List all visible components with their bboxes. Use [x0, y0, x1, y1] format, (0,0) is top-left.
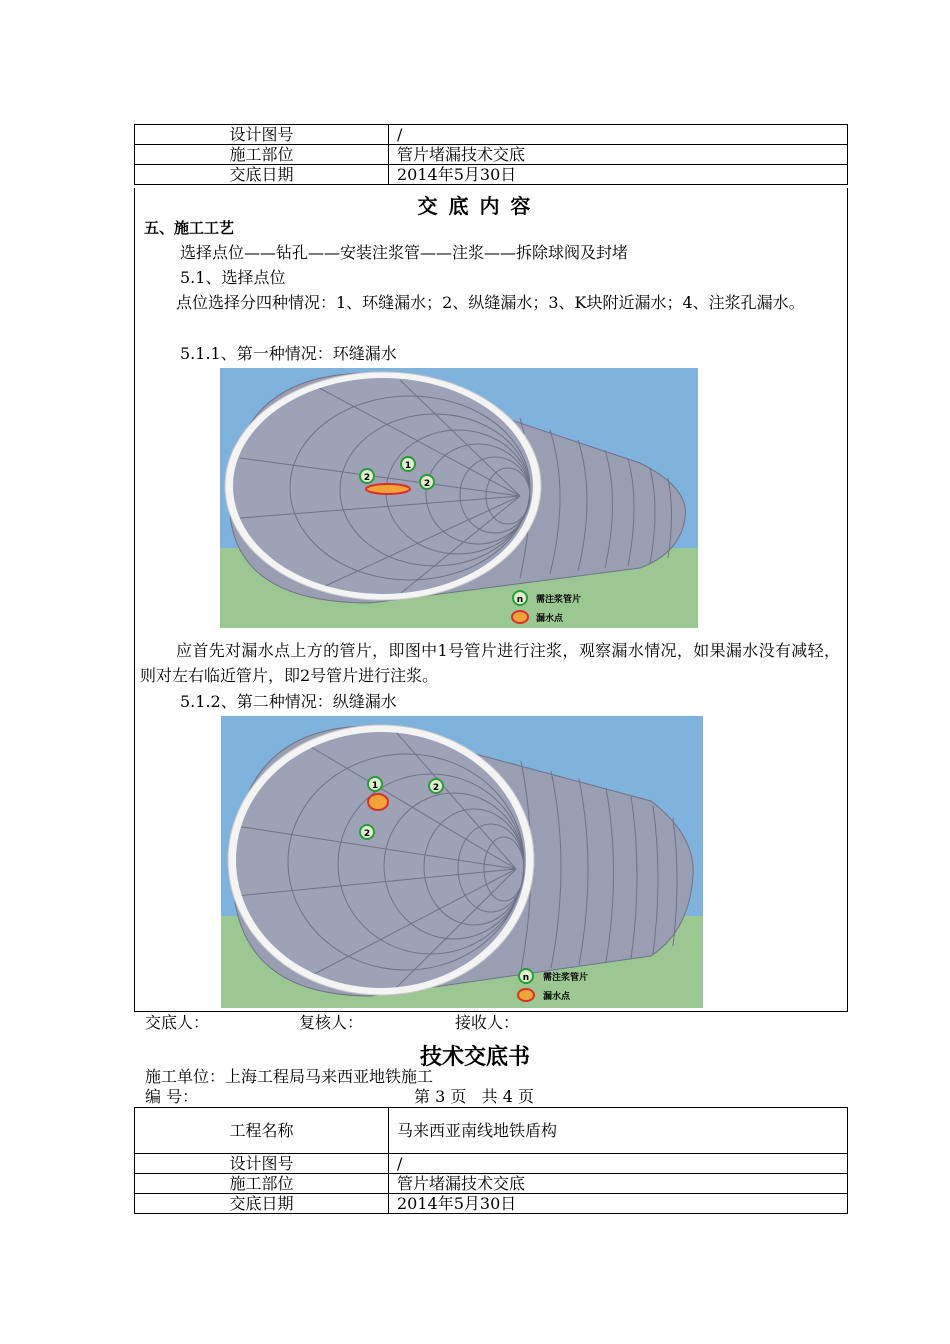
page2-title: 技术交底书: [419, 1044, 530, 1070]
value-design-no: /: [389, 1154, 848, 1174]
info-table-top: [134, 124, 848, 185]
legend-pipe-label: 需注浆管片: [543, 973, 589, 983]
label-date: 交底日期: [135, 1194, 389, 1214]
tunnel-figure-1: [220, 368, 698, 628]
leak-point: [368, 794, 388, 810]
label-design-no: 设计图号: [135, 1154, 389, 1174]
marker-2-right: [420, 475, 434, 489]
tunnel-inner: [236, 732, 526, 988]
label-design-no: 设计图号: [135, 125, 389, 145]
subheading-5-1: 5.1、选择点位: [180, 268, 286, 287]
svg-text:2: 2: [432, 783, 440, 793]
svg-text:n: n: [516, 595, 524, 605]
legend-pipe-label: 需注浆管片: [536, 595, 582, 605]
leak-point: [366, 484, 410, 494]
value-project-name: 马来西亚南线地铁盾构: [389, 1108, 848, 1154]
subheading-5-1-2: 5.1.2、第二种情况：纵缝漏水: [180, 692, 397, 711]
value-location: 管片堵漏技术交底: [389, 1174, 848, 1194]
page-info: 第 3 页 共 4 页: [414, 1087, 534, 1106]
value-date: 2014年5月30日: [389, 1194, 848, 1214]
table-row: [135, 1174, 848, 1194]
info-table-bottom: [134, 1107, 848, 1214]
value-date: 2014年5月30日: [389, 165, 848, 185]
document-number: 编 号：: [145, 1087, 199, 1106]
table-row: [135, 1108, 848, 1154]
marker-2-right: [429, 779, 443, 793]
section-heading: 五、施工工艺: [144, 219, 235, 237]
label-date: 交底日期: [135, 165, 389, 185]
process-line: 选择点位——钻孔——安装注浆管——注浆——拆除球阀及封堵: [180, 243, 629, 262]
table-row: [135, 1154, 848, 1174]
construction-unit: 施工单位：上海工程局马来西亚地铁施工: [145, 1067, 434, 1086]
subheading-5-1-1: 5.1.1、第一种情况：环缝漏水: [180, 344, 397, 363]
table-row: [135, 1194, 848, 1214]
legend-leak-icon: [512, 611, 528, 623]
table-row: [135, 125, 848, 145]
svg-text:1: 1: [404, 461, 412, 471]
legend-leak-label: 漏水点: [543, 992, 571, 1002]
marker-2-left: [360, 825, 374, 839]
svg-text:1: 1: [371, 781, 379, 791]
label-location: 施工部位: [135, 145, 389, 165]
svg-text:2: 2: [363, 829, 371, 839]
value-location: 管片堵漏技术交底: [389, 145, 848, 165]
marker-2-left: [360, 469, 374, 483]
svg-text:2: 2: [363, 473, 371, 483]
marker-1: [368, 777, 382, 791]
legend-leak-icon: [518, 989, 534, 1001]
sign-receiver: 接收人：: [455, 1013, 520, 1032]
label-location: 施工部位: [135, 1174, 389, 1194]
marker-1: [401, 457, 415, 471]
sign-handover: 交底人：: [145, 1013, 210, 1032]
legend-leak-label: 漏水点: [536, 614, 564, 624]
cases-paragraph: 点位选择分四种情况：1、环缝漏水；2、纵缝漏水；3、K块附近漏水；4、注浆孔漏水。: [176, 293, 805, 312]
paragraph-5-1-1: 应首先对漏水点上方的管片，即图中1号管片进行注浆，观察漏水情况，如果漏水没有减轻，则对左右临近管片，即2号管片进行注浆。: [140, 641, 840, 685]
value-design-no: /: [389, 125, 848, 145]
table-row: [135, 165, 848, 185]
table-row: [135, 145, 848, 165]
label-project-name: 工程名称: [135, 1108, 389, 1154]
svg-text:n: n: [522, 973, 530, 983]
tunnel-figure-2: [221, 716, 703, 1008]
sign-reviewer: 复核人：: [299, 1013, 364, 1032]
svg-text:2: 2: [423, 479, 431, 489]
content-title: 交 底 内 容: [417, 194, 533, 218]
